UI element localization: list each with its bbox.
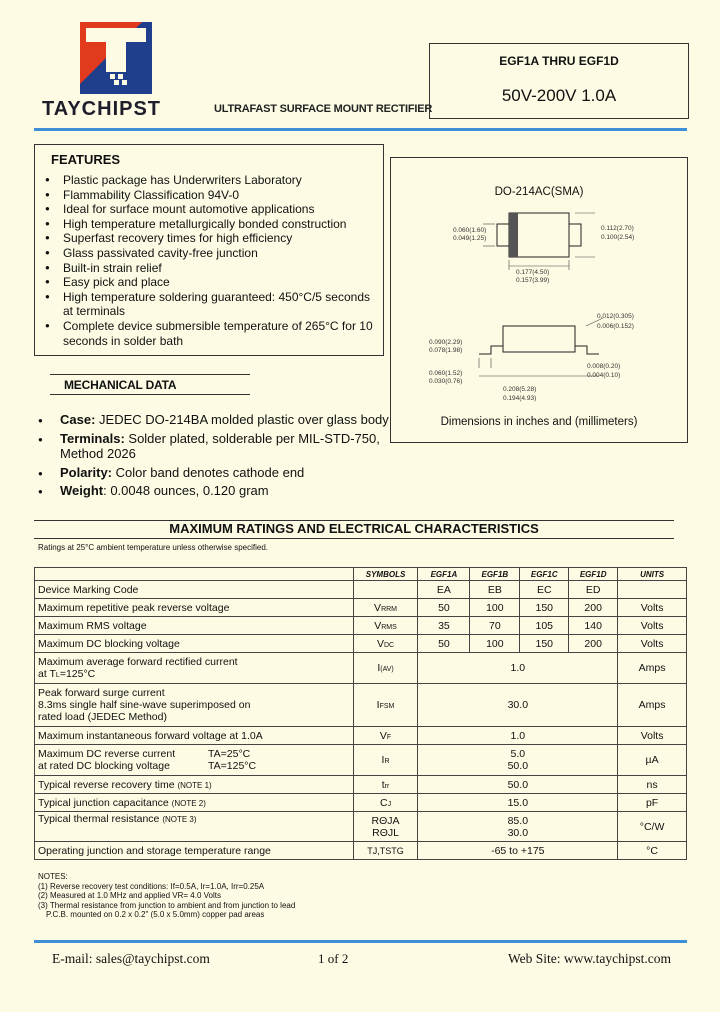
feature-item: ● Ideal for surface mount automotive applications — [45, 202, 380, 217]
dim-label: 0.008(0.20) — [587, 363, 621, 370]
dim-label: 0.112(2.70) — [601, 225, 634, 232]
feature-item: ● High temperature metallurgically bonded construction — [45, 217, 380, 232]
header-cell: EGF1A — [418, 568, 470, 581]
dim-label: 0.060(1.52) — [429, 370, 463, 377]
feature-item: ● Easy pick and place — [45, 275, 380, 290]
feature-item: ● Built-in strain relief — [45, 261, 380, 276]
table-row: Maximum average forward rectified current at TL=125°C I(AV) 1.0 Amps — [35, 653, 687, 684]
header-cell: SYMBOLS — [353, 568, 418, 581]
ratings-note: Ratings at 25°C ambient temperature unless otherwise specified. — [38, 543, 268, 552]
features-list — [45, 173, 380, 348]
dim-label: 0.177(4.50) — [516, 269, 550, 276]
table-header-row — [35, 568, 687, 581]
table-row: Maximum RMS voltage VRMS 35 70 105 140 Volts — [35, 617, 687, 635]
dim-label: 0.078(1.98) — [429, 347, 463, 354]
notes-title: NOTES: — [38, 872, 68, 881]
page-number: 1 of 2 — [318, 951, 349, 966]
voltage-current-rating: 50V-200V 1.0A — [501, 86, 617, 105]
part-range: EGF1A THRU EGF1D — [499, 54, 619, 68]
package-drawing-box — [390, 157, 688, 443]
table-row: Typical thermal resistance (NOTE 3) RΘJA RΘJL 85.0 30.0 °C/W — [35, 812, 687, 842]
dim-label: 0.208(5.28) — [503, 386, 537, 393]
dim-label: 0.004(0.10) — [587, 372, 621, 379]
table-row: Typical junction capacitance (NOTE 2) CJ 15.0 pF — [35, 794, 687, 812]
package-outline-drawing — [391, 158, 689, 408]
feature-item: ● Flammability Classification 94V-0 — [45, 188, 380, 203]
feature-item: ● Plastic package has Underwriters Laboratory — [45, 173, 380, 188]
mechanical-list — [38, 412, 398, 502]
ratings-bottom-rule — [34, 538, 674, 539]
dim-label: 0.090(2.29) — [429, 339, 463, 346]
note-item: (1) Reverse recovery test conditions: If=0.5A, Ir=1.0A, Irr=0.25A — [38, 881, 265, 891]
brand-name: TAYCHIPST — [42, 98, 162, 120]
feature-item: ● Glass passivated cavity-free junction — [45, 246, 380, 261]
table-row: Typical reverse recovery time (NOTE 1) trr 50.0 ns — [35, 776, 687, 794]
footer-email[interactable]: E-mail: sales@taychipst.com — [52, 951, 210, 966]
mechanical-item-polarity: ● Polarity: Color band denotes cathode end — [38, 465, 398, 481]
title-box — [429, 43, 689, 119]
footer-website[interactable]: Web Site: www.taychipst.com — [508, 951, 672, 966]
features-title: FEATURES — [51, 152, 121, 167]
dim-label: 0.030(0.76) — [429, 378, 463, 385]
note-item: (2) Measured at 1.0 MHz and applied VR= 4.0 Volts — [38, 891, 221, 901]
table-row: Device Marking Code EA EB EC ED — [35, 581, 687, 599]
mechanical-item-weight: ● Weight: 0.0048 ounces, 0.120 gram — [38, 483, 398, 499]
feature-item: ● High temperature soldering guaranteed: 450°C/5 seconds at terminals — [45, 290, 380, 319]
table-row: Maximum DC reverse current TA=25°C at rated DC blocking voltage TA=125°C IR 5.0 50.0 µA — [35, 745, 687, 776]
note-item: P.C.B. mounted on 0.2 x 0.2" (5.0 x 5.0mm) copper pad areas — [46, 910, 265, 920]
features-box — [34, 144, 384, 356]
package-name: DO-214AC(SMA) — [494, 186, 584, 198]
dim-label: 0.012(0.305) — [597, 313, 634, 320]
feature-item: ● Superfast recovery times for high efficiency — [45, 231, 380, 246]
header-cell — [35, 568, 354, 581]
mechanical-item-terminals: ● Terminals: Solder plated, solderable per MIL-STD-750, Method 2026 — [38, 431, 398, 462]
footer-divider — [34, 940, 687, 943]
dim-label: 0.100(2.54) — [601, 234, 635, 241]
dim-label: 0.049(1.25) — [453, 235, 487, 242]
table-row: Maximum repetitive peak reverse voltage VRRM 50 100 150 200 Volts — [35, 599, 687, 617]
dim-label: 0.006(0.152) — [597, 323, 634, 330]
table-row: Maximum DC blocking voltage VDC 50 100 150 200 Volts — [35, 635, 687, 653]
header-cell: EGF1D — [569, 568, 618, 581]
dim-label: 0.157(3.99) — [516, 277, 550, 284]
dim-label: 0.194(4.93) — [503, 395, 537, 402]
table-row: Operating junction and storage temperature range TJ,TSTG -65 to +175 °C — [35, 842, 687, 860]
table-row: Peak forward surge current 8.3ms single half sine-wave superimposed on rated load (JEDEC Method) IFSM 30.0 Amps — [35, 684, 687, 727]
header-cell: EGF1B — [470, 568, 520, 581]
mechanical-item-case: ● Case: JEDEC DO-214BA molded plastic over glass body — [38, 412, 398, 428]
product-subtitle: ULTRAFAST SURFACE MOUNT RECTIFIER — [214, 103, 433, 115]
note-item: (3) Thermal resistance from junction to ambient and from junction to lead — [38, 900, 296, 910]
header-cell: EGF1C — [520, 568, 569, 581]
ratings-title: MAXIMUM RATINGS AND ELECTRICAL CHARACTERISTICS — [169, 521, 539, 536]
dimensions-caption: Dimensions in inches and (millimeters) — [440, 416, 638, 428]
header-divider — [34, 128, 687, 131]
feature-item: ● Complete device submersible temperature of 265°C for 10 seconds in solder bath — [45, 319, 380, 348]
table-row: Maximum instantaneous forward voltage at 1.0A VF 1.0 Volts — [35, 727, 687, 745]
company-logo — [80, 22, 152, 94]
dim-label: 0.060(1.60) — [453, 227, 487, 234]
ratings-table — [34, 567, 687, 860]
mechanical-data-title: MECHANICAL DATA — [50, 374, 250, 395]
notes-block — [38, 872, 295, 920]
header-cell: UNITS — [618, 568, 687, 581]
